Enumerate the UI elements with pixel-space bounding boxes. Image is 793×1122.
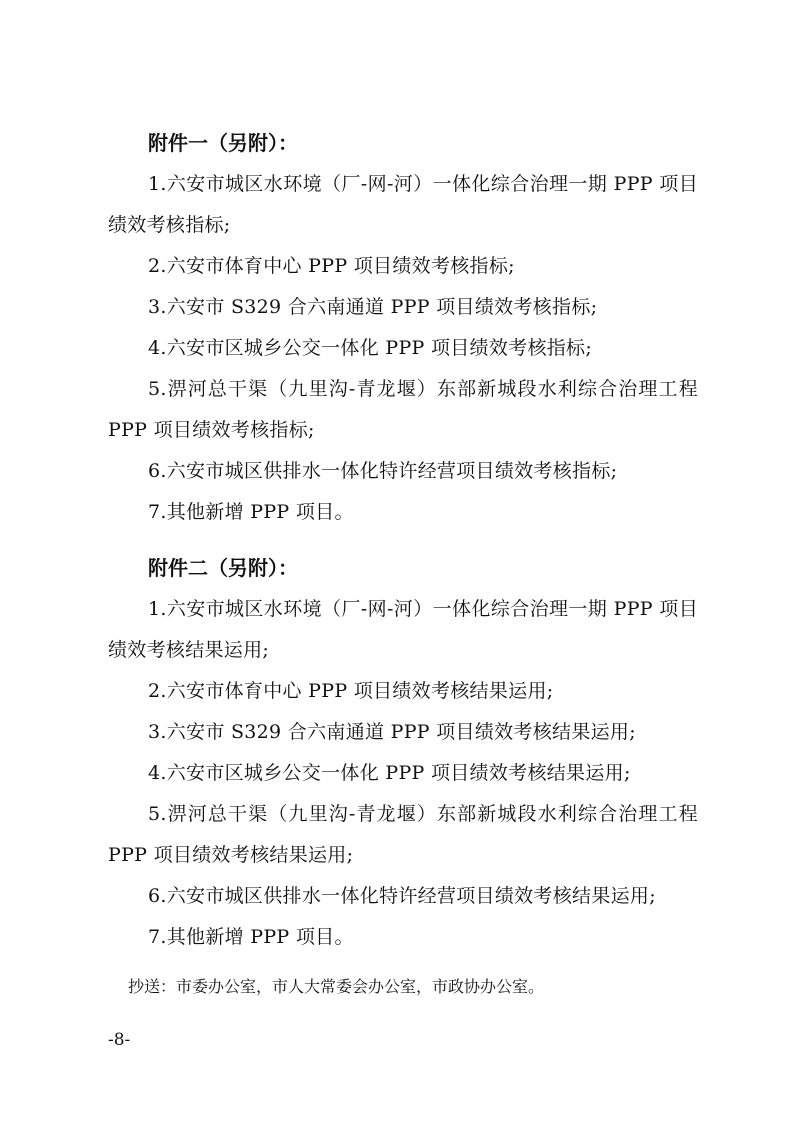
attachment-one-section — [108, 122, 698, 533]
attachment-one-item: 1.六安市城区水环境（厂-网-河）一体化综合治理一期 PPP 项目绩效考核指标; — [108, 173, 698, 236]
attachment-one-item: 5.淠河总干渠（九里沟-青龙堰）东部新城段水利综合治理工程 PPP 项目绩效考核指标; — [108, 378, 698, 441]
attachment-two-item: 1.六安市城区水环境（厂-网-河）一体化综合治理一期 PPP 项目绩效考核结果运用; — [108, 598, 698, 661]
attachment-two-section — [108, 547, 698, 958]
attachment-one-item: 6.六安市城区供排水一体化特许经营项目绩效考核指标; — [148, 460, 618, 482]
attachment-two-item: 3.六安市 S329 合六南通道 PPP 项目绩效考核结果运用; — [148, 721, 636, 743]
attachment-two-item: 5.淠河总干渠（九里沟-青龙堰）东部新城段水利综合治理工程 PPP 项目绩效考核结果运用; — [108, 803, 698, 866]
attachment-one-item: 3.六安市 S329 合六南通道 PPP 项目绩效考核指标; — [148, 296, 598, 318]
attachment-two-item: 6.六安市城区供排水一体化特许经营项目绩效考核结果运用; — [148, 885, 656, 907]
page-number: -8- — [108, 1030, 131, 1050]
attachment-one-heading: 附件一（另附）： — [148, 131, 298, 155]
attachment-one-item: 7.其他新增 PPP 项目。 — [148, 501, 354, 523]
attachment-one-item: 2.六安市体育中心 PPP 项目绩效考核指标; — [148, 255, 515, 277]
attachment-two-item: 7.其他新增 PPP 项目。 — [148, 926, 354, 948]
attachment-two-heading: 附件二（另附）： — [148, 556, 298, 580]
cc-distribution-line: 抄送：市委办公室，市人大常委会办公室，市政协办公室。 — [128, 977, 545, 996]
attachment-two-item: 4.六安市区城乡公交一体化 PPP 项目绩效考核结果运用; — [148, 762, 631, 784]
attachment-one-item: 4.六安市区城乡公交一体化 PPP 项目绩效考核指标; — [148, 337, 593, 359]
attachment-two-item: 2.六安市体育中心 PPP 项目绩效考核结果运用; — [148, 680, 554, 702]
